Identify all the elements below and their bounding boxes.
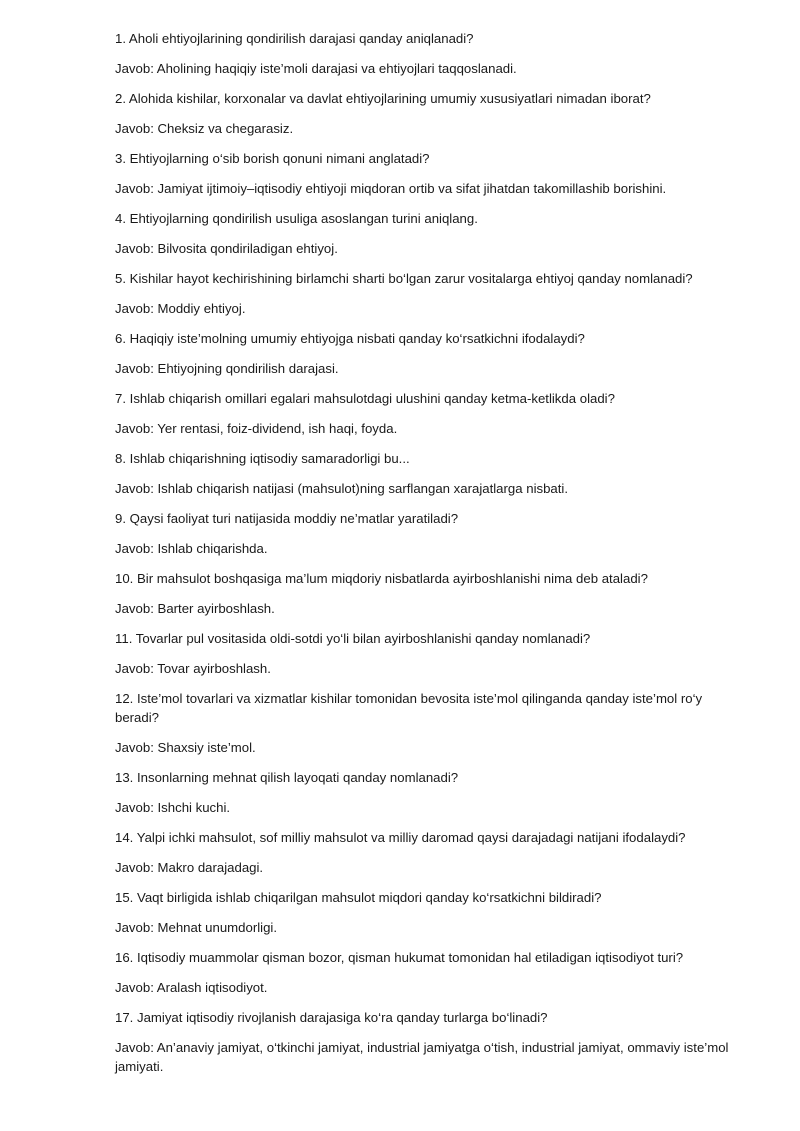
qa-item-2 [115, 89, 735, 138]
qa-item-17 [115, 1008, 735, 1076]
question-text: 15. Vaqt birligida ishlab chiqarilgan mahsulot miqdori qanday ko‘rsatkichni bildiradi? [115, 890, 602, 905]
question-text: 7. Ishlab chiqarish omillari egalari mahsulotdagi ulushini qanday ketma-ketlikda oladi? [115, 391, 615, 406]
question-text: 1. Aholi ehtiyojlarining qondirilish darajasi qanday aniqlanadi? [115, 31, 474, 46]
answer-text: Javob: Bilvosita qondiriladigan ehtiyoj. [115, 241, 338, 256]
answer-text: Javob: Shaxsiy iste’mol. [115, 740, 256, 755]
question-text: 4. Ehtiyojlarning qondirilish usuliga asoslangan turini aniqlang. [115, 211, 478, 226]
qa-item-15 [115, 888, 735, 937]
qa-item-11 [115, 629, 735, 678]
qa-item-3 [115, 149, 735, 198]
qa-item-10 [115, 569, 735, 618]
question-text: 2. Alohida kishilar, korxonalar va davlat ehtiyojlarining umumiy xususiyatlari nimadan iborat? [115, 91, 651, 106]
question-text: 13. Insonlarning mehnat qilish layoqati qanday nomlanadi? [115, 770, 459, 785]
qa-item-16 [115, 948, 735, 997]
answer-text: Javob: Aholining haqiqiy iste’moli darajasi va ehtiyojlari taqqoslanadi. [115, 61, 517, 76]
question-text: 12. Iste’mol tovarlari va xizmatlar kishilar tomonidan bevosita iste’mol qilinganda qanday iste’mol ro‘y beradi? [115, 691, 703, 725]
question-text: 17. Jamiyat iqtisodiy rivojlanish darajasiga ko‘ra qanday turlarga bo‘linadi? [115, 1010, 548, 1025]
question-text: 8. Ishlab chiqarishning iqtisodiy samaradorligi bu... [115, 451, 410, 466]
qa-item-13 [115, 768, 735, 817]
answer-text: Javob: Ishlab chiqarish natijasi (mahsulot)ning sarflangan xarajatlarga nisbati. [115, 481, 569, 496]
qa-item-12 [115, 689, 735, 757]
qa-item-6 [115, 329, 735, 378]
answer-text: Javob: Jamiyat ijtimoiy–iqtisodiy ehtiyoji miqdoran ortib va sifat jihatdan takomillashib borishini. [115, 181, 667, 196]
answer-text: Javob: Aralash iqtisodiyot. [115, 980, 268, 995]
answer-text: Javob: Barter ayirboshlash. [115, 601, 275, 616]
answer-text: Javob: Yer rentasi, foiz-dividend, ish haqi, foyda. [115, 421, 398, 436]
answer-text: Javob: Ehtiyojning qondirilish darajasi. [115, 361, 339, 376]
qa-item-5 [115, 269, 735, 318]
qa-item-14 [115, 828, 735, 877]
qa-item-8 [115, 449, 735, 498]
question-text: 16. Iqtisodiy muammolar qisman bozor, qisman hukumat tomonidan hal etiladigan iqtisodiyot turi? [115, 950, 684, 965]
answer-text: Javob: An’anaviy jamiyat, o‘tkinchi jamiyat, industrial jamiyatga o‘tish, industrial jamiyat, ommaviy iste’mol jamiyati. [115, 1040, 729, 1074]
question-text: 11. Tovarlar pul vositasida oldi-sotdi yo‘li bilan ayirboshlanishi qanday nomlanadi? [115, 631, 591, 646]
answer-text: Javob: Cheksiz va chegarasiz. [115, 121, 294, 136]
question-text: 10. Bir mahsulot boshqasiga ma’lum miqdoriy nisbatlarda ayirboshlanishi nima deb ataladi? [115, 571, 648, 586]
answer-text: Javob: Moddiy ehtiyoj. [115, 301, 246, 316]
question-text: 6. Haqiqiy iste’molning umumiy ehtiyojga nisbati qanday ko‘rsatkichni ifodalaydi? [115, 331, 585, 346]
qa-item-9 [115, 509, 735, 558]
qa-item-7 [115, 389, 735, 438]
answer-text: Javob: Tovar ayirboshlash. [115, 661, 271, 676]
qa-item-4 [115, 209, 735, 258]
answer-text: Javob: Ishlab chiqarishda. [115, 541, 268, 556]
answer-text: Javob: Makro darajadagi. [115, 860, 264, 875]
qa-item-1 [115, 29, 735, 78]
answer-text: Javob: Mehnat unumdorligi. [115, 920, 278, 935]
document-page [115, 29, 735, 1087]
question-text: 5. Kishilar hayot kechirishining birlamchi sharti bo‘lgan zarur vositalarga ehtiyoj qanday nomlanadi? [115, 271, 693, 286]
question-text: 14. Yalpi ichki mahsulot, sof milliy mahsulot va milliy daromad qaysi darajadagi natijani ifodalaydi? [115, 830, 686, 845]
question-text: 3. Ehtiyojlarning o‘sib borish qonuni nimani anglatadi? [115, 151, 430, 166]
question-text: 9. Qaysi faoliyat turi natijasida moddiy ne’matlar yaratiladi? [115, 511, 459, 526]
answer-text: Javob: Ishchi kuchi. [115, 800, 231, 815]
